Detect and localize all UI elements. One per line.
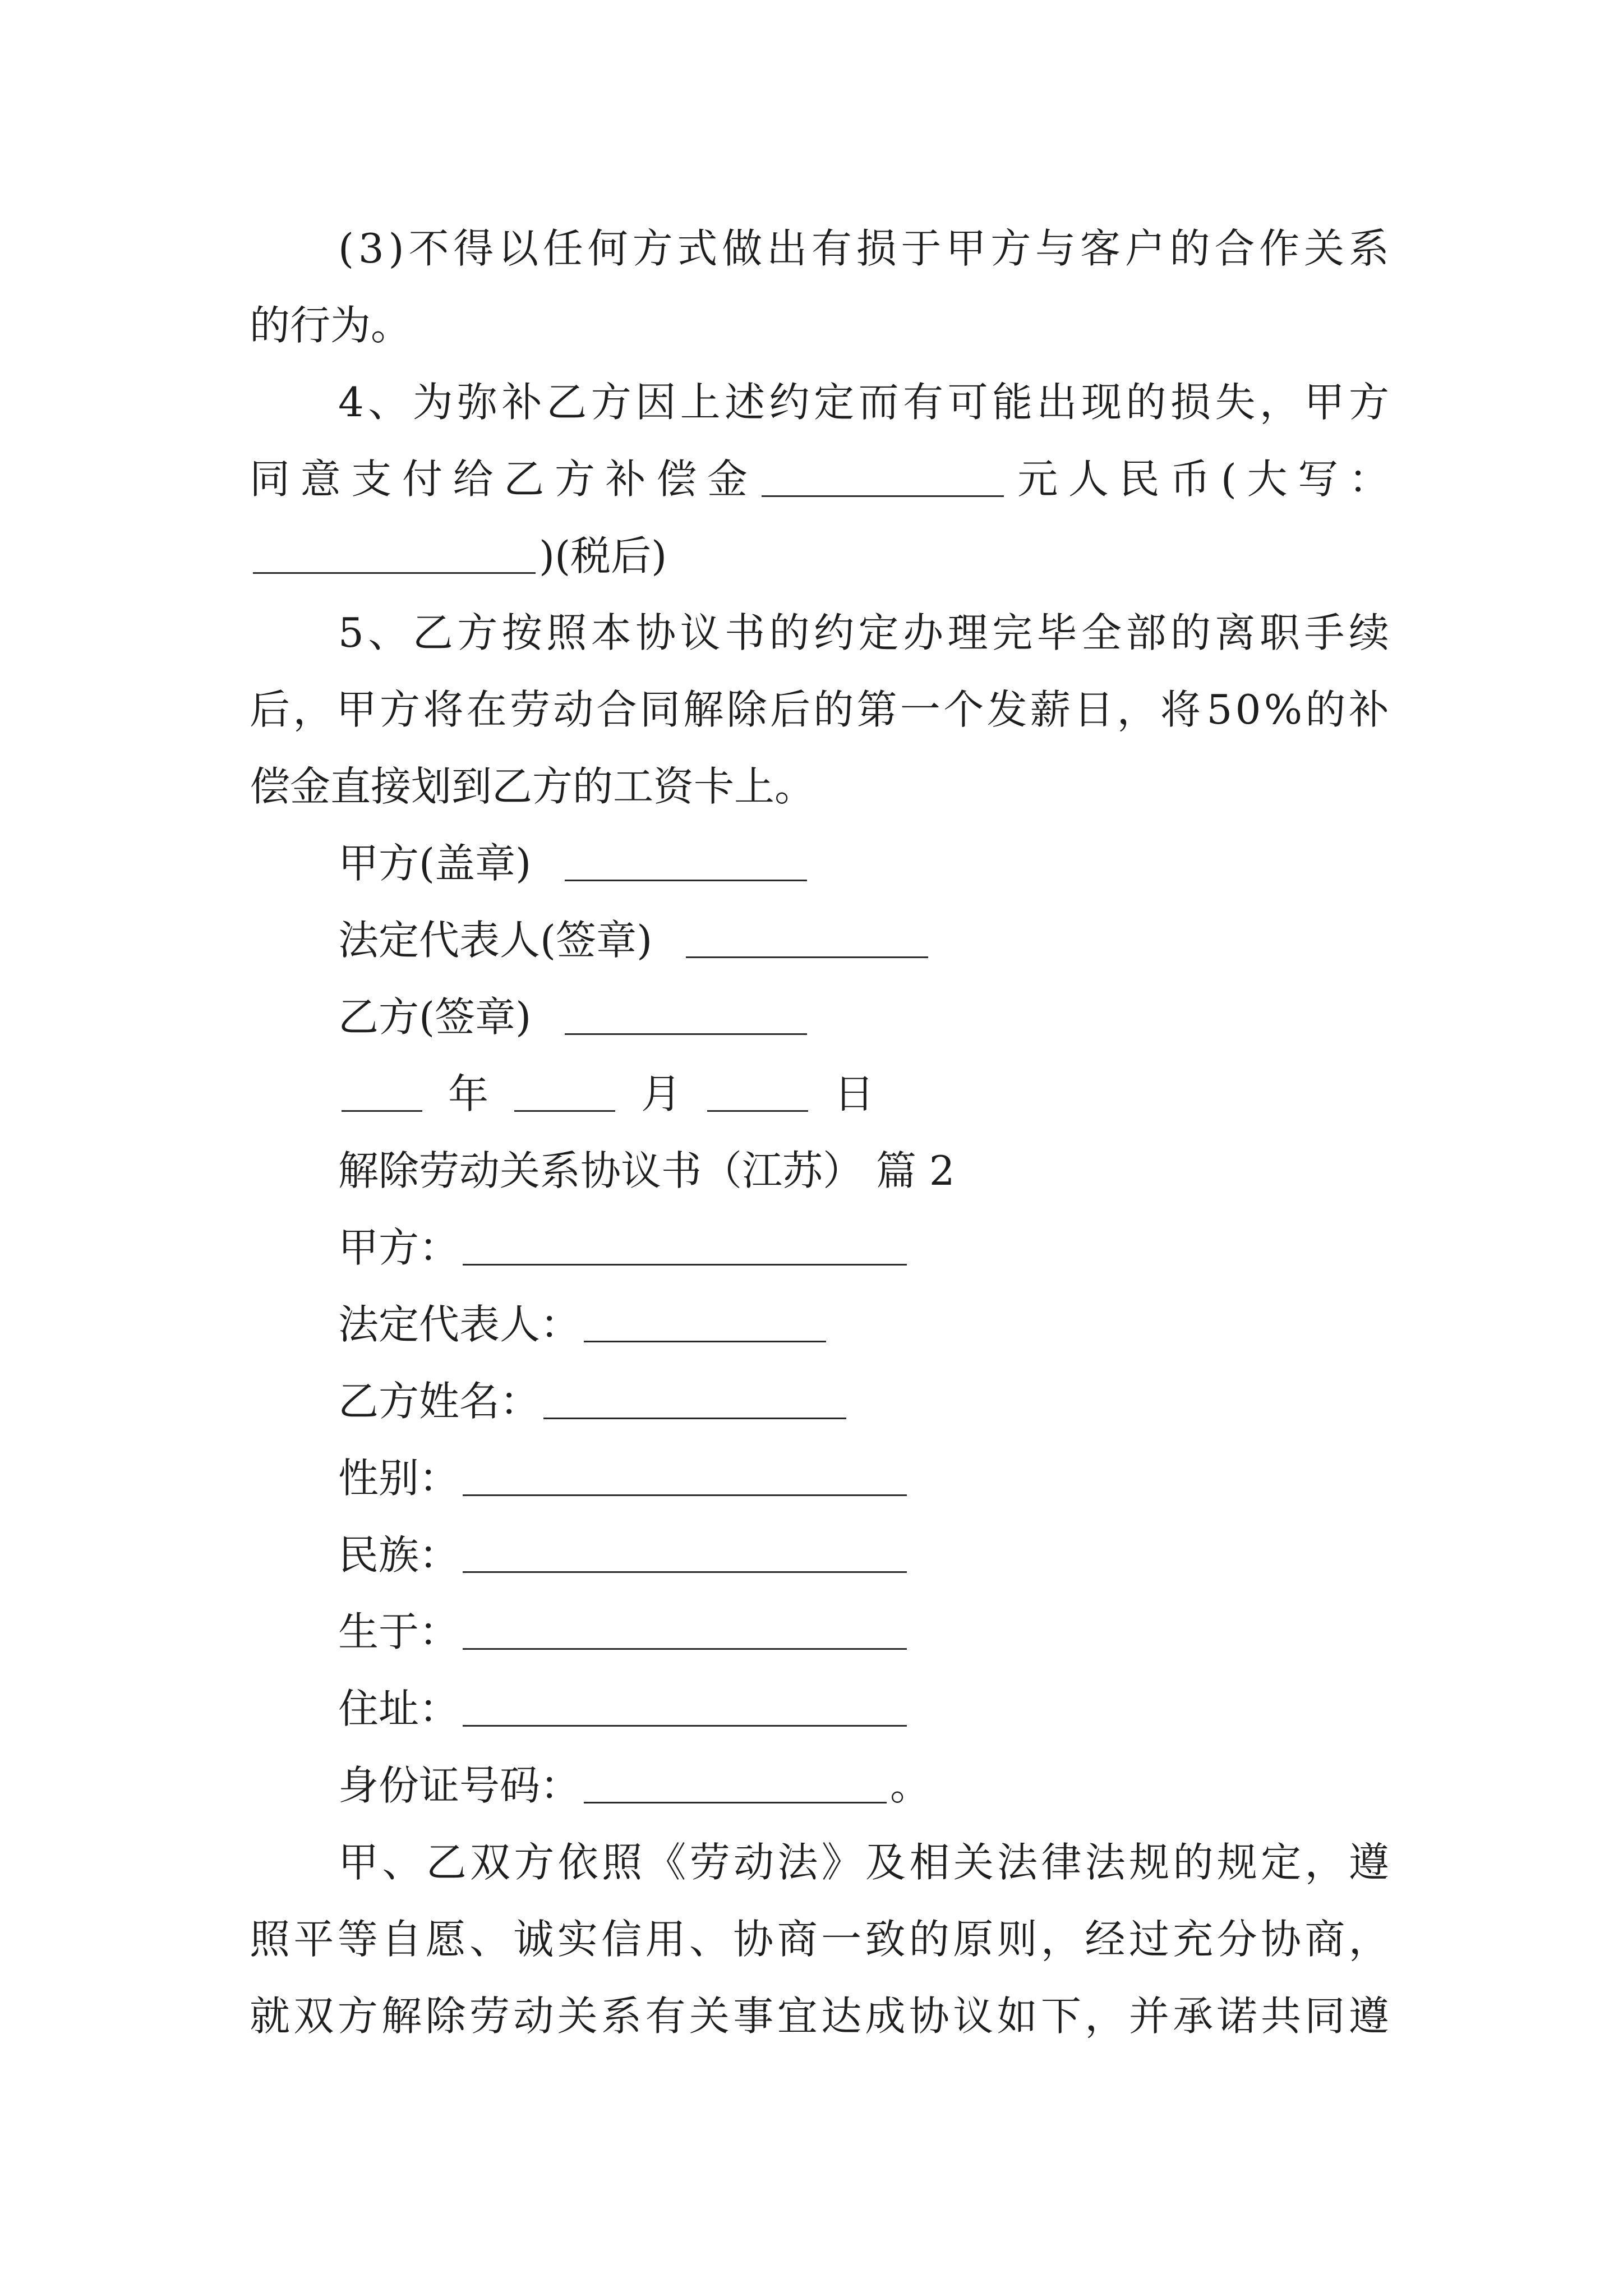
text-char: 及: [865, 1839, 906, 1886]
text-line: [250, 1363, 1389, 1440]
text-char: (: [338, 225, 354, 272]
text-char: 偿: [656, 455, 697, 503]
text-char: 劳: [689, 1839, 730, 1886]
text-char: 薪: [1030, 686, 1071, 733]
text-char: 原: [953, 1916, 994, 1963]
text-char: 述: [725, 379, 766, 426]
fill-in-blank[interactable]: [463, 1230, 907, 1266]
text-char: (: [1220, 455, 1237, 503]
text-char: 后: [250, 686, 291, 733]
text-char: 则: [997, 1916, 1038, 1963]
text-char: 事: [733, 1993, 774, 2040]
text-char: 、: [368, 609, 409, 656]
text-line: [250, 1978, 1389, 2055]
text-char: 如: [997, 1993, 1038, 2040]
text-char: 方: [379, 686, 420, 733]
text-char: ，: [1117, 686, 1158, 733]
text-line: [250, 825, 1389, 902]
text-char: 将: [423, 686, 464, 733]
text-line: [250, 902, 1389, 979]
text-char: 补: [1348, 686, 1389, 733]
text-char: 后: [769, 686, 810, 733]
text-line: [250, 1056, 1389, 1133]
text-line: [250, 518, 1389, 595]
text-char: 毕: [1036, 609, 1077, 656]
text-char: 诺: [1216, 1993, 1257, 2040]
text-char: 做: [722, 225, 763, 272]
text-char: 第: [856, 686, 897, 733]
text-line: [250, 1824, 1389, 1901]
fill-in-blank[interactable]: [584, 1307, 826, 1342]
text-line: [250, 210, 1389, 287]
text-char: 用: [645, 1916, 686, 1963]
text-char: 失: [1215, 379, 1256, 426]
text-char: ): [388, 225, 404, 272]
text-char: 协: [909, 1993, 949, 2040]
text-char: 5: [1206, 686, 1233, 733]
text-char: 民: [1119, 455, 1160, 503]
text-char: 关: [1304, 225, 1345, 272]
text-char: 理: [947, 609, 988, 656]
text-char: 于: [901, 225, 942, 272]
text-char: 规: [1216, 1839, 1257, 1886]
fill-in-blank[interactable]: [707, 1076, 808, 1112]
text-char: 规: [1129, 1839, 1170, 1886]
text-char: 商: [777, 1916, 818, 1963]
text-segment: 法定代表人：: [338, 1301, 581, 1348]
text-line: [250, 595, 1389, 671]
text-char: 给: [453, 455, 494, 503]
text-segment: 的行为。: [250, 302, 412, 349]
text-char: 方: [632, 225, 673, 272]
text-char: 依: [557, 1839, 598, 1886]
text-line: [250, 441, 1389, 518]
text-line: [250, 1747, 1389, 1824]
text-char: 平: [293, 1916, 334, 1963]
text-char: 议: [680, 609, 721, 656]
text-char: 5: [338, 609, 364, 656]
text-char: 动: [734, 1839, 774, 1886]
text-char: 何: [587, 225, 628, 272]
text-segment: 乙方(签章): [338, 993, 532, 1041]
fill-in-blank[interactable]: [762, 462, 1004, 497]
text-char: 因: [635, 379, 676, 426]
text-char: 可: [947, 379, 988, 426]
text-char: 将: [1160, 686, 1201, 733]
text-char: 宜: [777, 1993, 818, 2040]
text-char: 个: [943, 686, 984, 733]
text-char: 式: [677, 225, 718, 272]
text-char: 约: [814, 609, 855, 656]
fill-in-blank[interactable]: [514, 1076, 615, 1112]
text-char: 定: [1261, 1839, 1302, 1886]
text-char: 照: [250, 1916, 291, 1963]
text-char: 的: [769, 609, 810, 656]
text-char: 的: [1170, 609, 1211, 656]
text-char: 补: [605, 455, 646, 503]
text-char: 系: [601, 1993, 642, 2040]
text-char: ，: [1041, 1916, 1082, 1963]
text-char: 离: [1215, 609, 1256, 656]
fill-in-blank[interactable]: [686, 923, 928, 958]
text-char: 出: [767, 225, 808, 272]
text-line: [250, 1440, 1389, 1517]
text-char: 为: [412, 379, 453, 426]
text-char: 定: [858, 609, 899, 656]
text-char: 动: [513, 1993, 554, 2040]
text-segment: )(税后): [539, 532, 667, 579]
fill-in-blank[interactable]: [463, 1538, 907, 1573]
text-char: 诚: [513, 1916, 554, 1963]
text-char: 的: [1169, 225, 1210, 272]
text-segment: 解除劳动关系协议书（江苏） 篇 2: [338, 1147, 955, 1194]
text-char: 方: [514, 1839, 555, 1886]
text-char: 并: [1128, 1993, 1169, 2040]
text-char: 《: [645, 1839, 686, 1886]
text-char: 法: [1085, 1839, 1126, 1886]
text-char: 充: [1173, 1916, 1214, 1963]
text-char: 方: [1348, 379, 1389, 426]
text-char: 3: [358, 225, 384, 272]
text-char: 双: [470, 1839, 511, 1886]
text-segment: 日: [834, 1070, 875, 1117]
text-char: 币: [1170, 455, 1211, 503]
text-char: 损: [856, 225, 897, 272]
text-char: 的: [1305, 686, 1346, 733]
text-segment: 住址：: [338, 1685, 460, 1732]
text-char: 损: [1170, 379, 1211, 426]
text-char: 作: [1259, 225, 1300, 272]
text-char: 系: [1348, 225, 1389, 272]
text-segment: 甲方：: [338, 1224, 460, 1271]
text-char: 完: [992, 609, 1033, 656]
text-char: 除: [726, 686, 767, 733]
text-char: 除: [425, 1993, 466, 2040]
text-char: 方: [591, 379, 631, 426]
document-body: [250, 210, 1389, 2055]
text-char: 法: [997, 1839, 1038, 1886]
text-char: 的: [1126, 379, 1166, 426]
text-segment: 月: [641, 1070, 682, 1117]
text-char: 乙: [504, 455, 545, 503]
text-char: 协: [635, 609, 676, 656]
text-char: 任: [542, 225, 583, 272]
text-char: 》: [821, 1839, 862, 1886]
text-line: [250, 671, 1389, 748]
text-char: 、: [382, 1839, 423, 1886]
text-char: 职: [1259, 609, 1300, 656]
fill-in-blank[interactable]: [463, 1614, 907, 1650]
text-char: 共: [1260, 1993, 1301, 2040]
text-char: 日: [1073, 686, 1114, 733]
text-char: 方: [554, 455, 595, 503]
text-char: 乙: [412, 609, 453, 656]
text-char: 方: [990, 225, 1031, 272]
text-char: 全: [1081, 609, 1122, 656]
text-char: ：: [1348, 455, 1389, 503]
text-char: 经: [1085, 1916, 1126, 1963]
text-char: 甲: [336, 686, 377, 733]
text-line: [250, 748, 1389, 825]
text-char: 客: [1080, 225, 1121, 272]
text-char: 律: [1041, 1839, 1082, 1886]
text-char: 得: [453, 225, 494, 272]
text-char: 方: [337, 1993, 378, 2040]
text-char: 甲: [946, 225, 986, 272]
text-char: 合: [1214, 225, 1255, 272]
text-char: ，: [1348, 1916, 1389, 1963]
text-line: [250, 287, 1389, 364]
text-segment: 年: [448, 1070, 489, 1117]
text-char: 不: [408, 225, 449, 272]
text-char: 下: [1041, 1993, 1082, 2040]
text-char: ，: [1304, 1839, 1345, 1886]
text-char: 以: [498, 225, 539, 272]
text-segment: 甲方(盖章): [338, 840, 532, 887]
text-char: 信: [601, 1916, 642, 1963]
text-char: 补: [501, 379, 542, 426]
text-char: 协: [733, 1916, 774, 1963]
fill-in-blank[interactable]: [565, 846, 807, 881]
text-char: ，: [1259, 379, 1300, 426]
text-segment: 。: [890, 1762, 931, 1809]
text-char: 甲: [338, 1839, 379, 1886]
text-char: 商: [1304, 1916, 1345, 1963]
text-char: 发: [986, 686, 1027, 733]
text-char: 愿: [425, 1916, 466, 1963]
text-char: 手: [1304, 609, 1345, 656]
text-char: 关: [557, 1993, 598, 2040]
text-char: 方: [457, 609, 498, 656]
text-char: 按: [501, 609, 542, 656]
text-char: 相: [909, 1839, 950, 1886]
text-char: 过: [1128, 1916, 1169, 1963]
text-segment: 民族：: [338, 1531, 460, 1579]
text-char: 、: [469, 1916, 510, 1963]
text-char: ，: [1085, 1993, 1126, 2040]
text-char: 分: [1216, 1916, 1257, 1963]
text-char: 上: [680, 379, 721, 426]
text-segment: 身份证号码：: [338, 1762, 581, 1809]
text-char: 人: [1068, 455, 1109, 503]
fill-in-blank[interactable]: [253, 539, 536, 574]
text-char: 关: [953, 1839, 994, 1886]
fill-in-blank[interactable]: [543, 1384, 846, 1419]
text-char: 劳: [469, 1993, 510, 2040]
fill-in-blank[interactable]: [463, 1691, 907, 1727]
text-char: 在: [466, 686, 507, 733]
text-char: 一: [900, 686, 940, 733]
text-char: 约: [769, 379, 810, 426]
text-char: 致: [865, 1916, 906, 1963]
text-char: 大: [1247, 455, 1288, 503]
text-char: ，: [293, 686, 334, 733]
text-line: [250, 1901, 1389, 1978]
text-char: 出: [1036, 379, 1077, 426]
text-char: 办: [903, 609, 944, 656]
text-char: 遵: [1348, 1993, 1389, 2040]
text-char: 写: [1298, 455, 1339, 503]
text-char: 的: [909, 1916, 949, 1963]
text-segment: 乙方姓名：: [338, 1378, 541, 1425]
text-char: 成: [865, 1993, 906, 2040]
text-line: [250, 1671, 1389, 1747]
text-char: 双: [293, 1993, 334, 2040]
text-char: 0: [1235, 686, 1261, 733]
fill-in-blank[interactable]: [584, 1768, 887, 1803]
text-char: 付: [402, 455, 442, 503]
text-char: 现: [1081, 379, 1122, 426]
text-line: [250, 1594, 1389, 1671]
text-char: 本: [591, 609, 631, 656]
text-char: 自: [381, 1916, 422, 1963]
text-char: 部: [1126, 609, 1166, 656]
text-char: 的: [813, 686, 854, 733]
text-char: %: [1264, 686, 1303, 733]
text-char: 乙: [546, 379, 587, 426]
text-char: 议: [953, 1993, 994, 2040]
text-char: 动: [553, 686, 594, 733]
text-line: [250, 1286, 1389, 1363]
text-char: 解: [683, 686, 724, 733]
text-char: 乙: [426, 1839, 467, 1886]
text-char: 弥: [457, 379, 498, 426]
text-char: 关: [689, 1993, 730, 2040]
text-char: 定: [814, 379, 855, 426]
text-char: 而: [858, 379, 899, 426]
text-char: 续: [1348, 609, 1389, 656]
text-line: [250, 1209, 1389, 1286]
text-char: 与: [1035, 225, 1076, 272]
text-char: 支: [351, 455, 392, 503]
text-char: 实: [557, 1916, 598, 1963]
text-char: 、: [368, 379, 409, 426]
text-char: 协: [1260, 1916, 1301, 1963]
text-char: 金: [707, 455, 748, 503]
text-char: 有: [903, 379, 944, 426]
text-line: [250, 1517, 1389, 1594]
text-char: 同: [1304, 1993, 1345, 2040]
text-char: 法: [777, 1839, 818, 1886]
text-char: 有: [811, 225, 852, 272]
text-char: 书: [725, 609, 766, 656]
text-line: [250, 364, 1389, 441]
text-segment: 性别：: [338, 1455, 460, 1502]
text-segment: 生于：: [338, 1608, 460, 1655]
text-char: 解: [381, 1993, 422, 2040]
text-line: [250, 1133, 1389, 1209]
text-char: 照: [602, 1839, 643, 1886]
text-char: 遵: [1348, 1839, 1389, 1886]
text-char: 能: [992, 379, 1033, 426]
text-char: 同: [639, 686, 680, 733]
text-char: 一: [821, 1916, 862, 1963]
text-segment: 法定代表人(签章): [338, 917, 653, 964]
text-char: 合: [596, 686, 637, 733]
text-char: 承: [1173, 1993, 1214, 2040]
text-char: 同: [250, 455, 291, 503]
text-line: [250, 979, 1389, 1056]
text-char: 、: [689, 1916, 730, 1963]
text-char: 元: [1017, 455, 1058, 503]
text-char: 甲: [1304, 379, 1345, 426]
text-segment: 偿金直接划到乙方的工资卡上。: [250, 763, 815, 810]
text-char: 4: [338, 379, 364, 426]
text-char: 户: [1124, 225, 1165, 272]
text-char: 就: [250, 1993, 291, 2040]
text-char: 意: [300, 455, 341, 503]
fill-in-blank[interactable]: [565, 1000, 807, 1035]
text-char: 的: [1173, 1839, 1214, 1886]
text-char: 劳: [509, 686, 550, 733]
text-char: 照: [546, 609, 587, 656]
text-char: 有: [645, 1993, 686, 2040]
fill-in-blank[interactable]: [463, 1461, 907, 1496]
fill-in-blank[interactable]: [342, 1076, 422, 1112]
text-char: 等: [337, 1916, 378, 1963]
text-char: 达: [821, 1993, 862, 2040]
